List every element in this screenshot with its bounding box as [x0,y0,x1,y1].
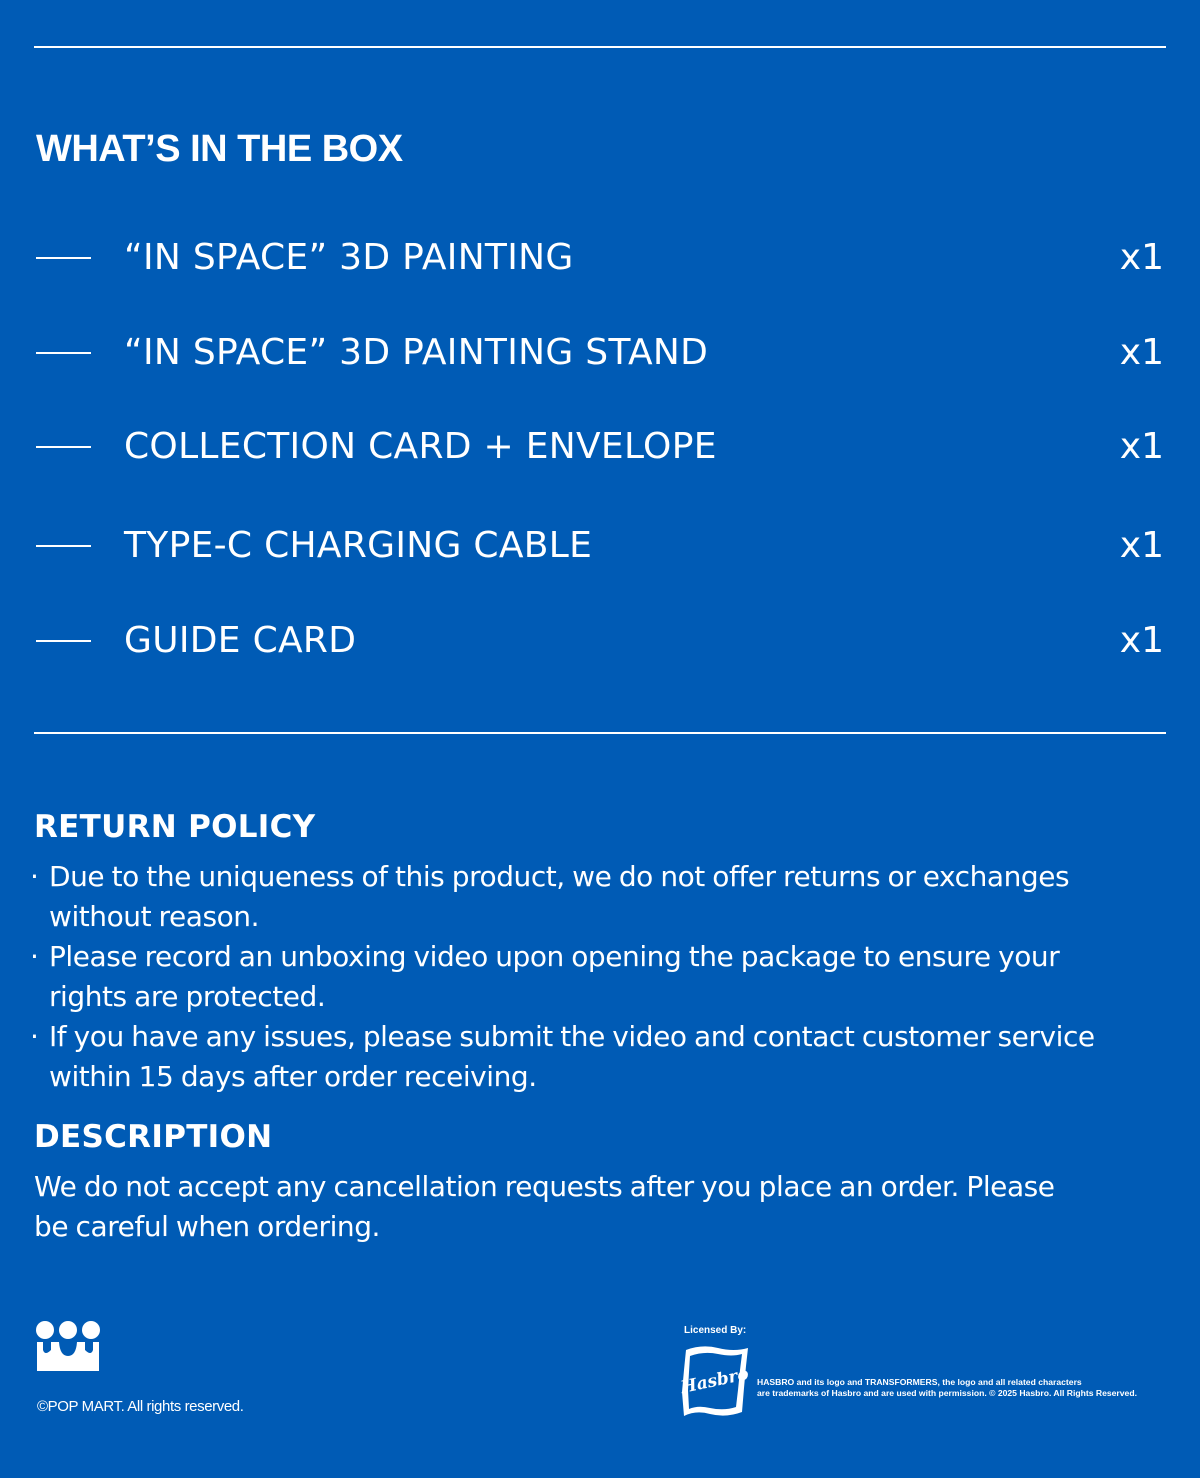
policy-text-line: If you have any issues, please submit the video and contact customer service [49,1020,1095,1053]
box-item-quantity: x1 [1119,332,1164,373]
return-policy-list [30,857,1180,1097]
box-item [0,423,1200,471]
box-item-name: GUIDE CARD [124,620,357,661]
bullet-marker: · [30,940,39,973]
policy-text-line: Due to the uniqueness of this product, we do not offer returns or exchanges [49,860,1070,893]
policy-text-line: without reason. [49,900,260,933]
dash-marker [36,545,91,547]
legal-line: are trademarks of Hasbro and are used with permission. © 2025 Hasbro. All Rights Reserved. [757,1388,1137,1398]
box-item-quantity: x1 [1119,237,1164,278]
section-divider [34,732,1166,734]
box-item [0,522,1200,570]
policy-item [30,857,1180,937]
legal-line: HASBRO and its logo and TRANSFORMERS, the logo and all related characters [757,1377,1082,1387]
box-item-name: “IN SPACE” 3D PAINTING [124,237,574,278]
bullet-marker: · [30,1020,39,1053]
return-policy-title: RETURN POLICY [34,809,316,845]
box-item-name: COLLECTION CARD + ENVELOPE [124,426,717,467]
dash-marker [36,257,91,259]
dash-marker [36,640,91,642]
box-item-quantity: x1 [1119,426,1164,467]
policy-item [30,1017,1180,1097]
box-item-name: TYPE-C CHARGING CABLE [124,525,593,566]
pop-mart-logo-icon [35,1320,101,1372]
bullet-marker: · [30,860,39,893]
dash-marker [36,446,91,448]
policy-item [30,937,1180,1017]
top-divider [34,46,1166,48]
legal-notice [757,1377,1137,1399]
policy-text-line: within 15 days after order receiving. [49,1060,537,1093]
box-item [0,329,1200,377]
box-item [0,617,1200,665]
description-text [34,1167,1174,1247]
box-item-name: “IN SPACE” 3D PAINTING STAND [124,332,709,373]
hasbro-logo-icon [678,1344,752,1420]
box-item [0,234,1200,282]
box-item-quantity: x1 [1119,620,1164,661]
whats-in-the-box-title: WHAT’S IN THE BOX [36,128,403,170]
policy-text-line: Please record an unboxing video upon opening the package to ensure your [49,940,1060,973]
dash-marker [36,352,91,354]
policy-text-line: rights are protected. [49,980,326,1013]
copyright-text: ©POP MART. All rights reserved. [37,1398,244,1415]
box-item-quantity: x1 [1119,525,1164,566]
description-title: DESCRIPTION [34,1119,273,1155]
description-text-line: be careful when ordering. [34,1210,380,1243]
licensed-by-label: Licensed By: [684,1325,747,1336]
description-text-line: We do not accept any cancellation requests after you place an order. Please [34,1170,1055,1203]
svg-text:Hasbro: Hasbro [679,1364,751,1398]
